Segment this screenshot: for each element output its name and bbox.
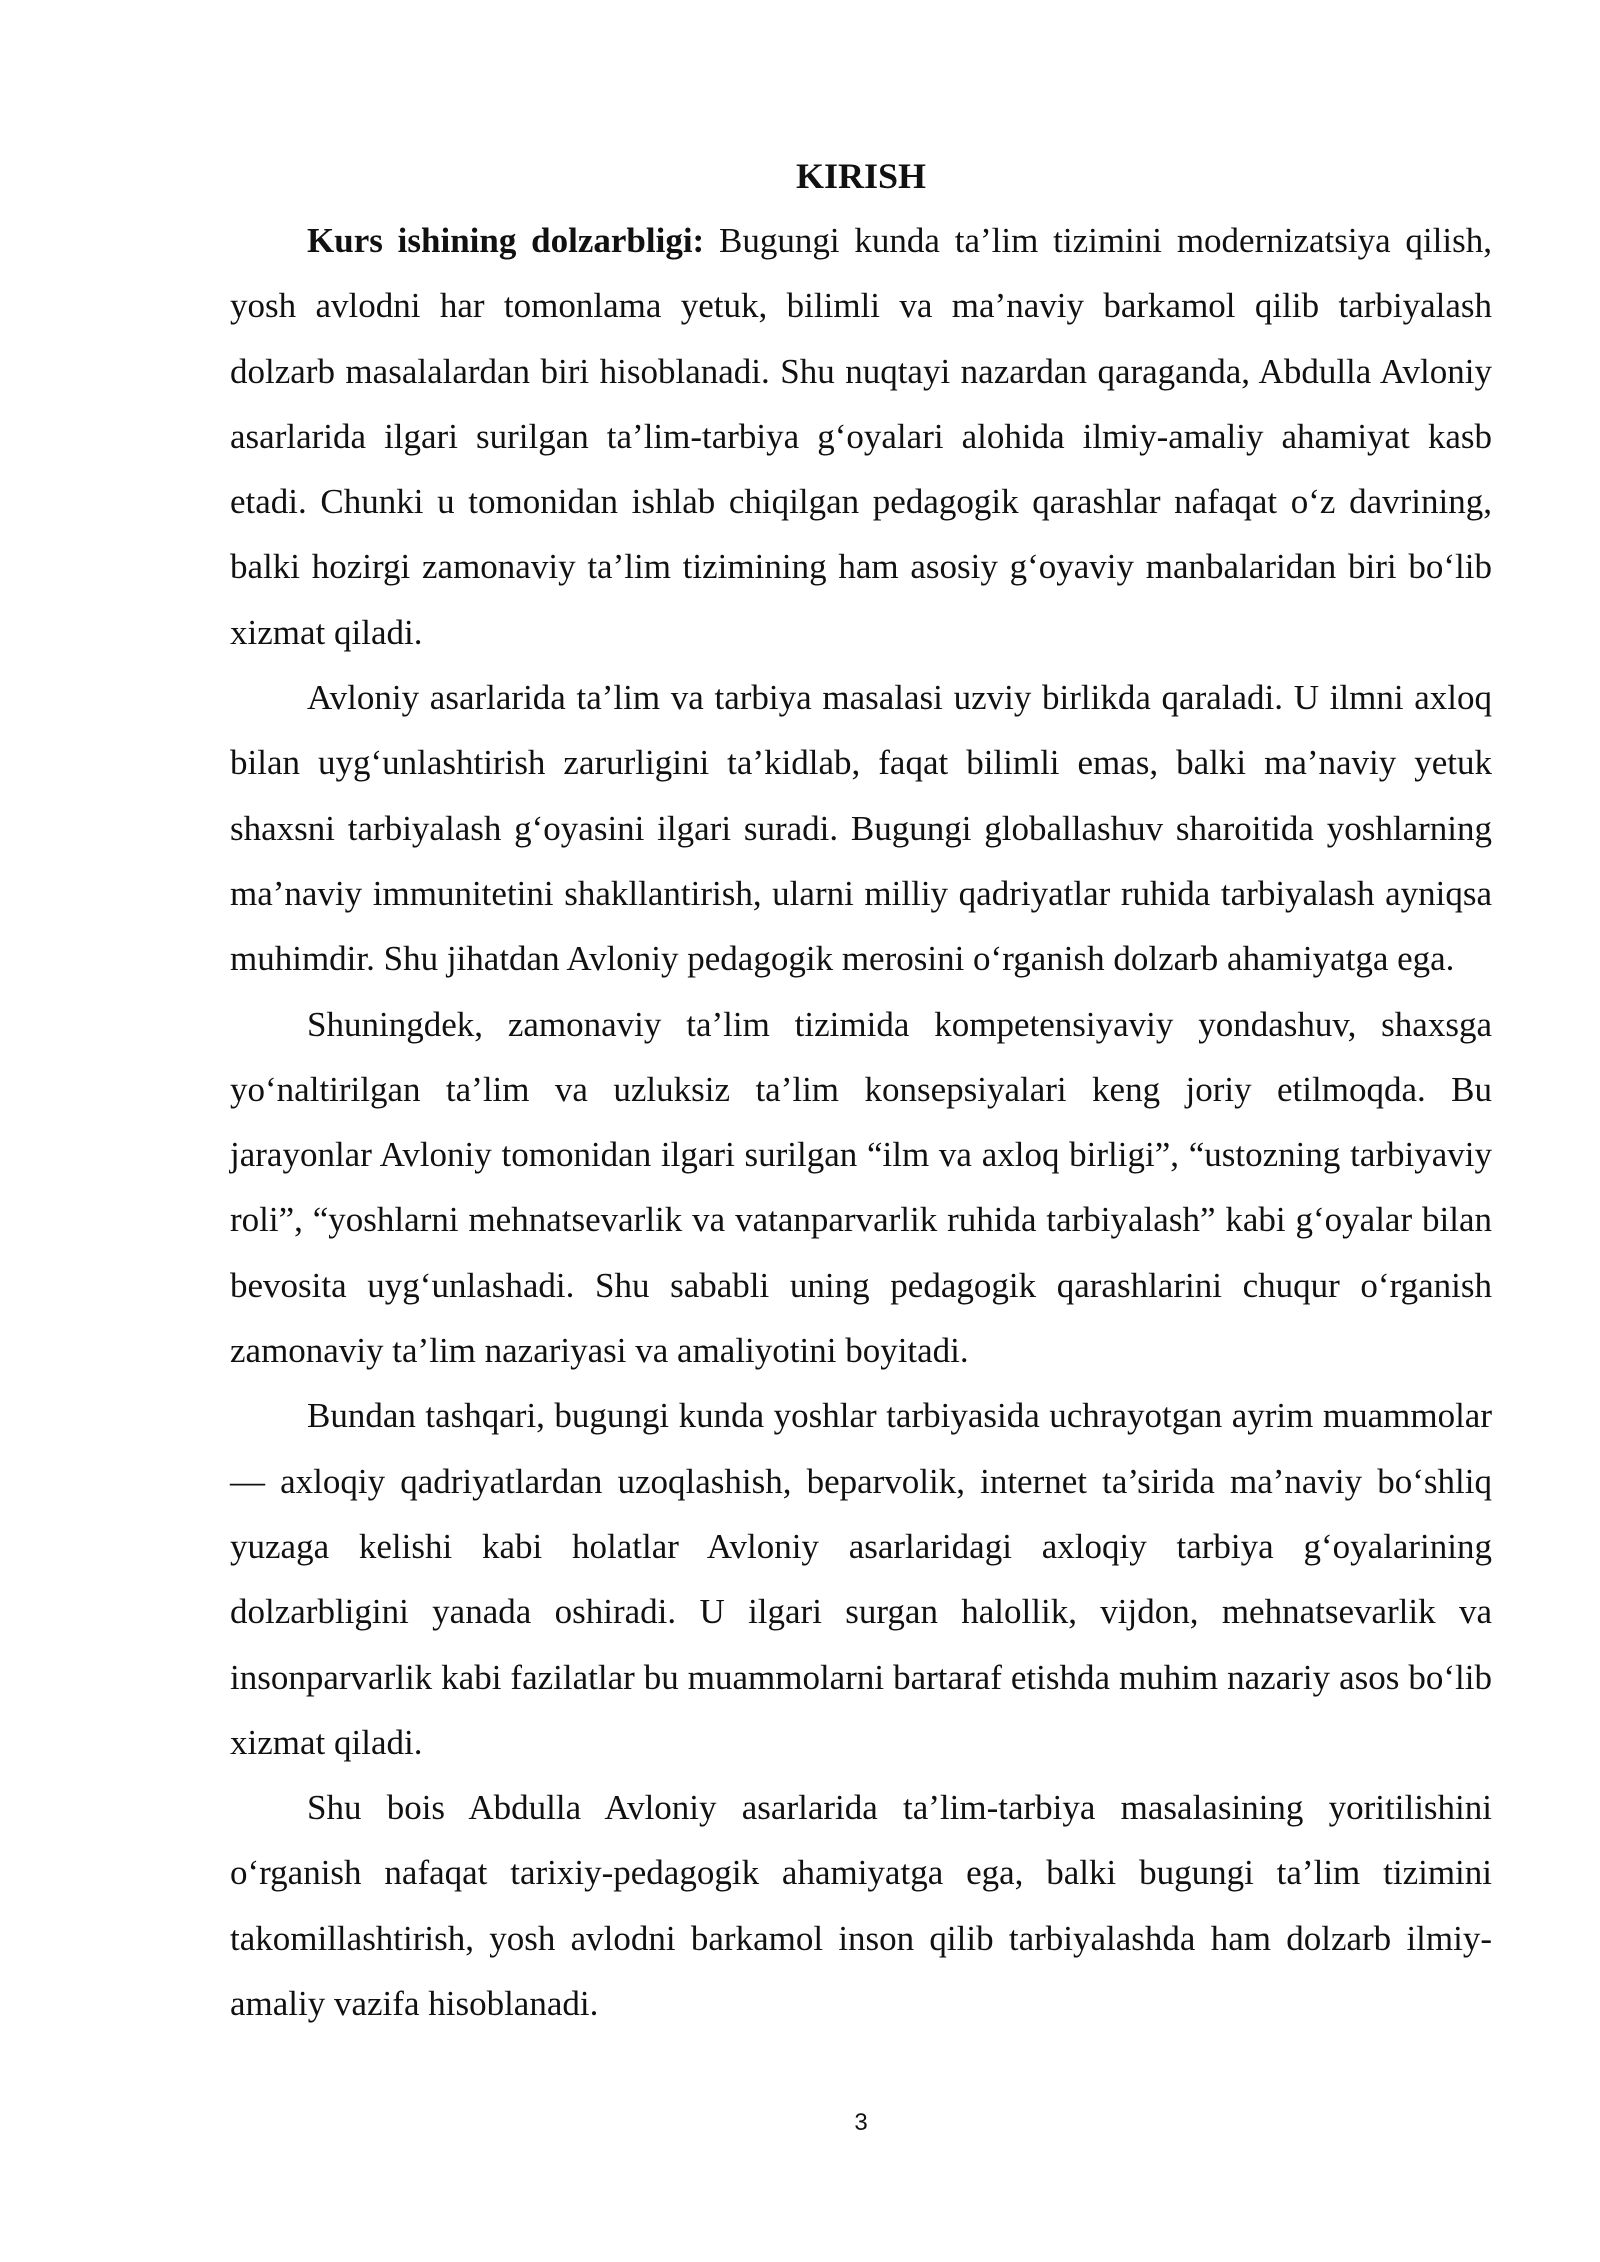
body-text	[230, 208, 1492, 2036]
page-number: 3	[854, 2109, 868, 2136]
paragraph-lead: Kurs ishining dolzarbligi:	[307, 221, 705, 260]
paragraph-conclusion: Shu bois Abdulla Avloniy asarlarida ta’lim-tarbiya masalasining yoritilishini o‘rganish nafaqat tarixiy-pedagogik ahamiyatga ega, balki bugungi ta’lim tizimini takomillashtirish, yosh avlodni barkamol inson qilib tarbiyalashda ham dolzarb ilmiy-amaliy vazifa hisoblanadi.	[230, 1788, 1492, 2024]
paragraph-relevance	[230, 208, 1492, 665]
section-heading: KIRISH	[795, 156, 927, 196]
paragraph-youth-problems: Bundan tashqari, bugungi kunda yoshlar tarbiyasida uchrayotgan ayrim muammolar — axloqiy qadriyatlardan uzoqlashish, beparvolik, internet ta’sirida ma’naviy bo‘shliq yuzaga kelishi kabi holatlar Avloniy asarlaridagi axloqiy tarbiya g‘oyalarining dolzarbligini yanada oshiradi. U ilgari surgan halollik, vijdon, mehnatsevarlik va insonparvarlik kabi fazilatlar bu muammolarni bartaraf etishda muhim nazariy asos bo‘lib xizmat qiladi.	[230, 1396, 1492, 1762]
paragraph-avloniy-works: Avloniy asarlarida ta’lim va tarbiya masalasi uzviy birlikda qaraladi. U ilmni axloq bilan uyg‘unlashtirish zarurligini ta’kidlab, faqat bilimli emas, balki ma’naviy yetuk shaxsni tarbiyalash g‘oyasini ilgari suradi. Bugungi globallashuv sharoitida yoshlarning ma’naviy immunitetini shakllantirish, ularni milliy qadriyatlar ruhida tarbiyalash ayniqsa muhimdir. Shu jihatdan Avloniy pedagogik merosini o‘rganish dolzarb ahamiyatga ega.	[230, 678, 1492, 979]
paragraph-modern-education: Shuningdek, zamonaviy ta’lim tizimida kompetensiyaviy yondashuv, shaxsga yo‘naltirilgan ta’lim va uzluksiz ta’lim konsepsiyalari keng joriy etilmoqda. Bu jarayonlar Avloniy tomonidan ilgari surilgan “ilm va axloq birligi”, “ustozning tarbiyaviy roli”, “yoshlarni mehnatsevarlik va vatanparvarlik ruhida tarbiyalash” kabi g‘oyalar bilan bevosita uyg‘unlashadi. Shu sababli uning pedagogik qarashlarini chuqur o‘rganish zamonaviy ta’lim nazariyasi va amaliyotini boyitadi.	[230, 1004, 1492, 1371]
paragraph-text: Bugungi kunda ta’lim tizimini modernizatsiya qilish, yosh avlodni har tomonlama yetuk, bilimli va ma’naviy barkamol qilib tarbiyalash dolzarb masalalardan biri hisoblanadi. Shu nuqtayi nazardan qaraganda, Abdulla Avloniy asarlarida ilgari surilgan ta’lim-tarbiya g‘oyalari alohida ilmiy-amaliy ahamiyat kasb etadi. Chunki u tomonidan ishlab chiqilgan pedagogik qarashlar nafaqat o‘z davrining, balki hozirgi zamonaviy ta’lim tizimining ham asosiy g‘oyaviy manbalaridan biri bo‘lib xizmat qiladi.	[230, 221, 1492, 652]
